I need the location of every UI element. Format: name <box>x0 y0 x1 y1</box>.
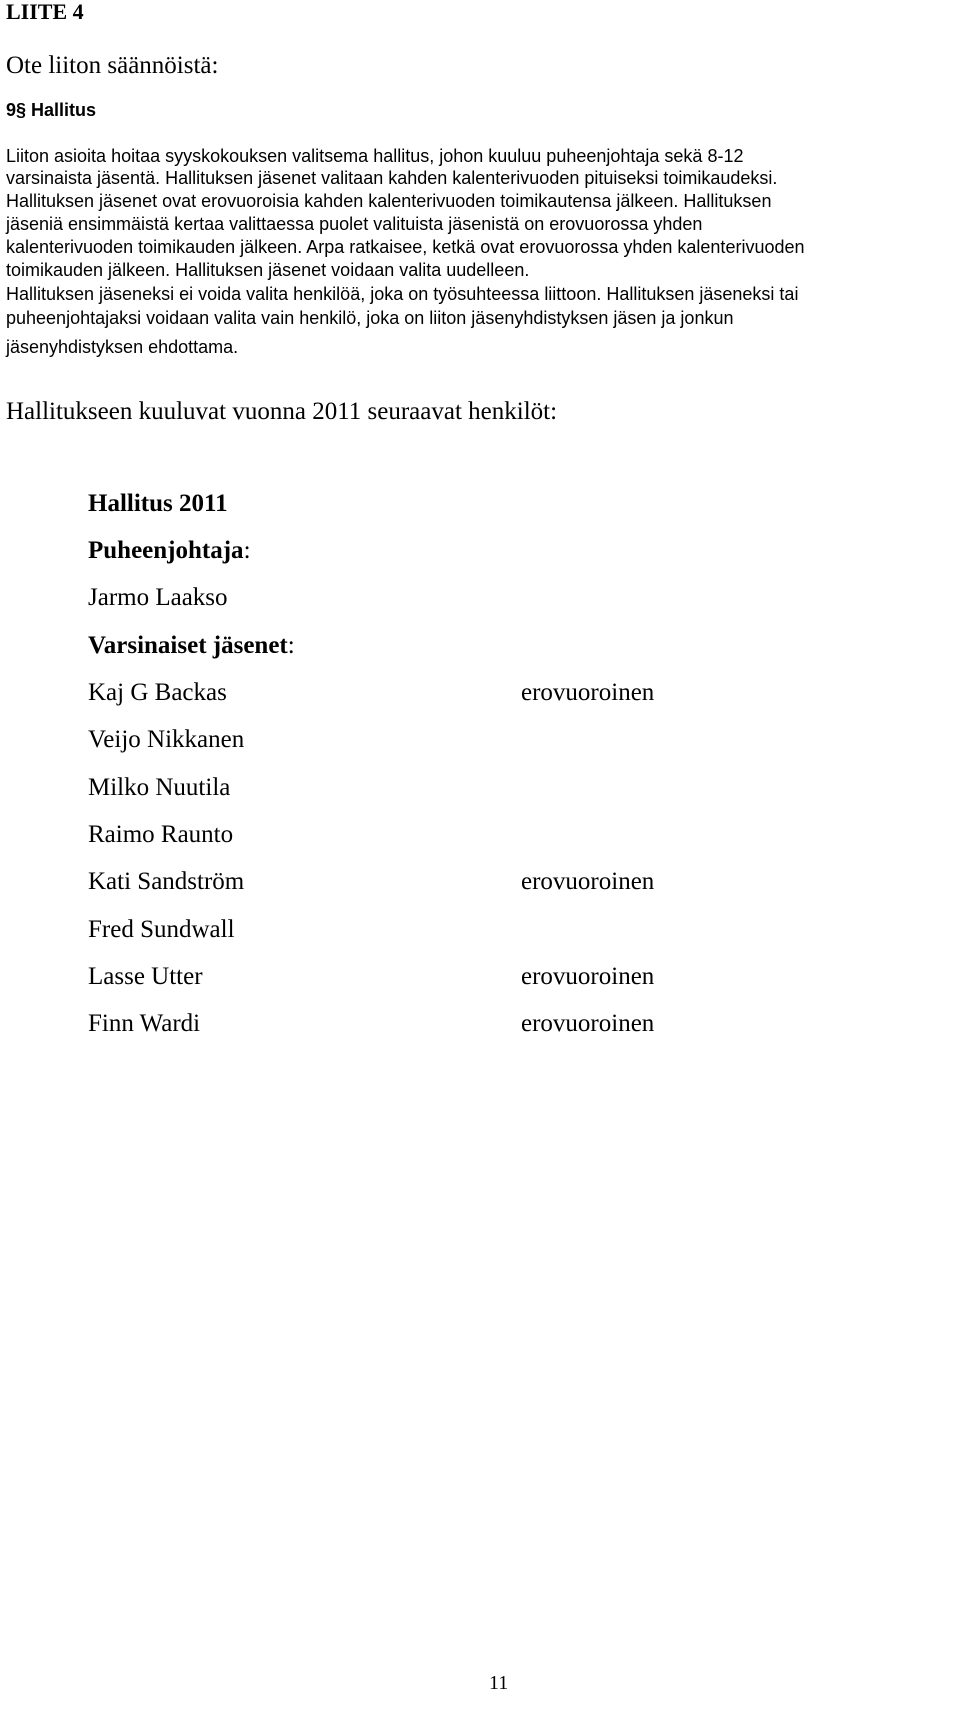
paragraph-line: varsinaista jäsentä. Hallituksen jäsenet valitaan kahden kalenterivuoden pituiseksi toimikaudeksi. <box>6 168 778 188</box>
section-sign: § <box>16 100 27 120</box>
member-name: Fred Sundwall <box>88 916 235 943</box>
section-title: Hallitus <box>31 100 97 120</box>
paragraph-line: Liiton asioita hoitaa syyskokouksen valitsema hallitus, johon kuuluu puheenjohtaja sekä 8-12 <box>6 146 744 166</box>
board-intro: Hallitukseen kuuluvat vuonna 2011 seuraavat henkilöt: <box>6 398 558 425</box>
section-heading <box>6 100 96 121</box>
label-colon: : <box>287 632 295 659</box>
chair-name: Jarmo Laakso <box>88 584 228 611</box>
appendix-label: LIITE 4 <box>6 0 84 24</box>
paragraph-line: Hallituksen jäsenet ovat erovuoroisia kahden kalenterivuoden toimikautensa jälkeen. Hallituksen <box>6 191 772 211</box>
member-name: Lasse Utter <box>88 963 203 990</box>
members-label: Varsinaiset jäsenet <box>88 632 288 659</box>
paragraph-line: toimikauden jälkeen. Hallituksen jäsenet voidaan valita uudelleen. <box>6 260 530 280</box>
member-note: erovuoroinen <box>521 963 655 990</box>
member-name: Milko Nuutila <box>88 774 231 801</box>
members-heading <box>88 632 295 660</box>
paragraph-line: Hallituksen jäseneksi ei voida valita henkilöä, joka on työsuhteessa liittoon. Hallituksen jäseneksi tai <box>6 284 799 304</box>
member-name: Finn Wardi <box>88 1010 201 1037</box>
board-title: Hallitus 2011 <box>88 490 228 517</box>
page-number: 11 <box>489 1672 509 1694</box>
member-name: Kaj G Backas <box>88 679 227 706</box>
member-note: erovuoroinen <box>521 868 655 895</box>
paragraph-line: jäsenyhdistyksen ehdottama. <box>6 337 239 357</box>
member-note: erovuoroinen <box>521 679 655 706</box>
member-name: Raimo Raunto <box>88 821 234 848</box>
excerpt-title: Ote liiton säännöistä: <box>6 52 219 79</box>
member-name: Veijo Nikkanen <box>88 726 245 753</box>
chair-heading <box>88 537 251 565</box>
label-colon: : <box>243 537 251 564</box>
paragraph-line: puheenjohtajaksi voidaan valita vain henkilö, joka on liiton jäsenyhdistyksen jäsen ja jonkun <box>6 308 734 328</box>
member-note: erovuoroinen <box>521 1010 655 1037</box>
paragraph-line: jäseniä ensimmäistä kertaa valittaessa puolet valituista jäsenistä on erovuorossa yhden <box>6 214 703 234</box>
section-number: 9 <box>6 100 17 120</box>
chair-label: Puheenjohtaja <box>88 537 244 564</box>
member-name: Kati Sandström <box>88 868 245 895</box>
paragraph-line: kalenterivuoden toimikauden jälkeen. Arpa ratkaisee, ketkä ovat erovuorossa yhden kalenterivuoden <box>6 237 805 257</box>
